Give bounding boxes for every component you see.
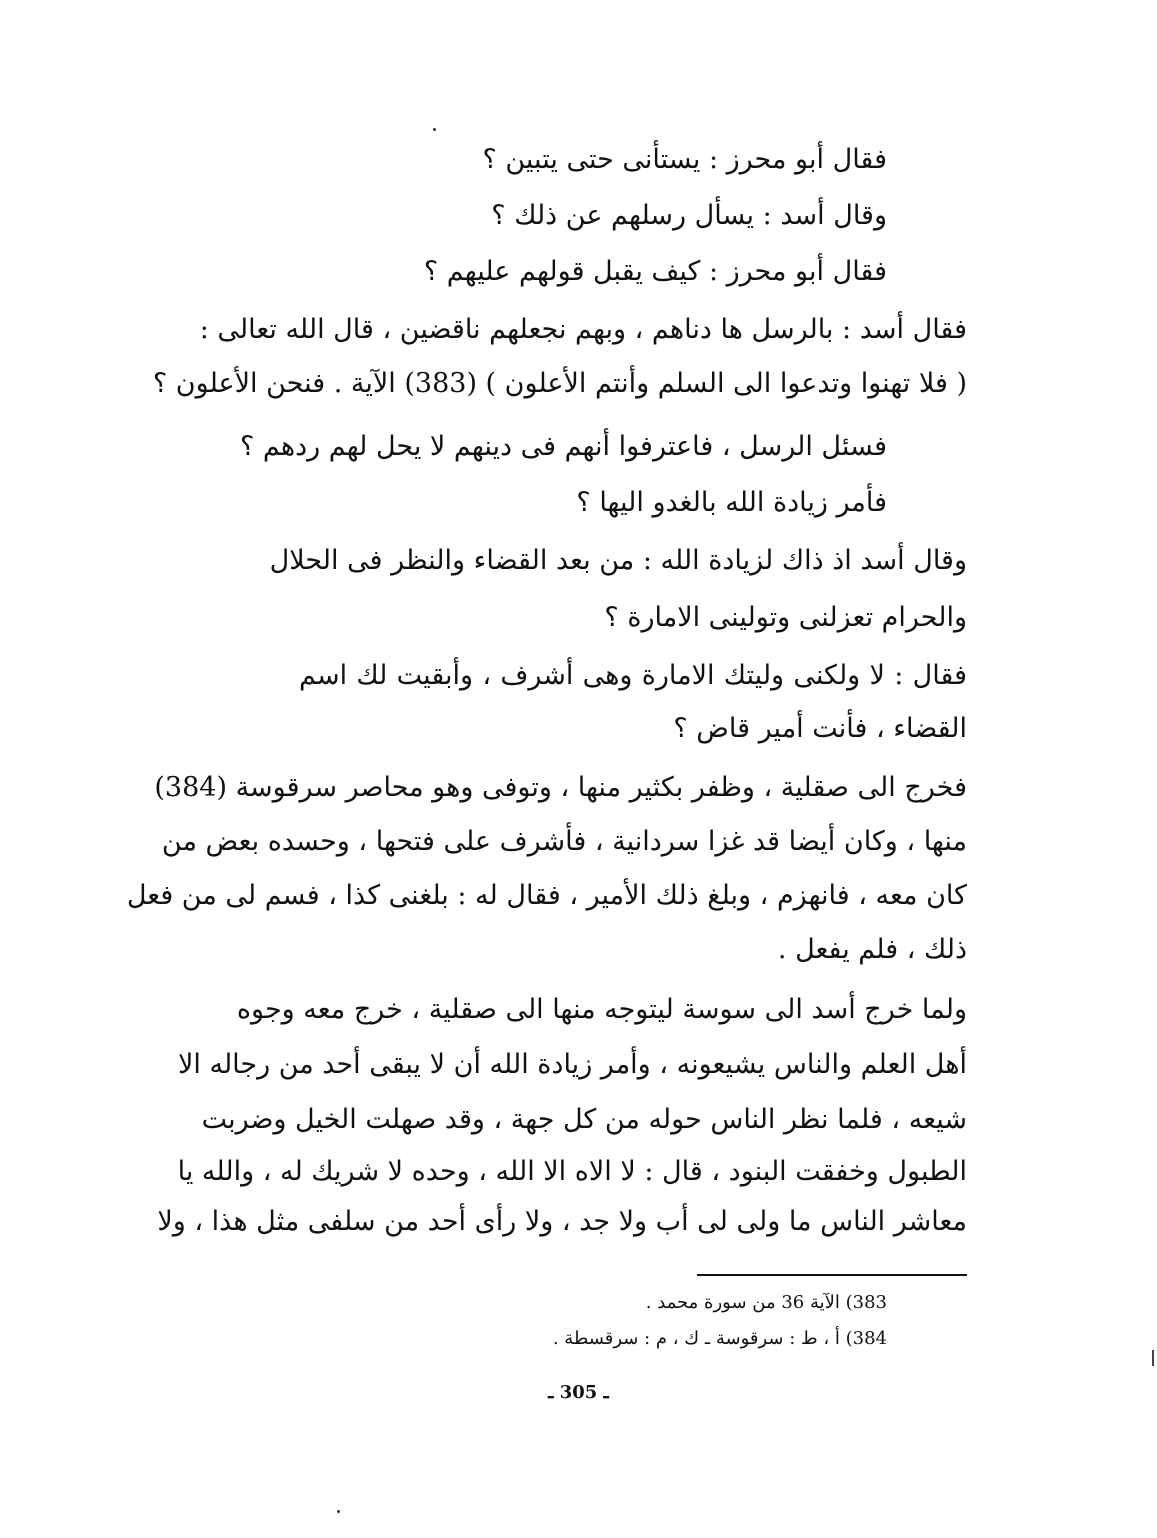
text-line-20: معاشر الناس ما ولى لى أب ولا جد ، ولا رأى أحد من سلفى مثل هذا ، ولا xyxy=(157,1206,967,1237)
scan-speck xyxy=(433,128,436,131)
scan-edge-mark xyxy=(1152,1350,1154,1366)
text-line-13: منها ، وكان أيضا قد غزا سردانية ، فأشرف على فتحها ، وحسده بعض من xyxy=(161,826,967,857)
text-line-17: أهل العلم والناس يشيعونه ، وأمر زيادة الله أن لا يبقى أحد من رجاله الا xyxy=(177,1049,967,1080)
text-line-16: ولما خرج أسد الى سوسة ليتوجه منها الى صقلية ، خرج معه وجوه xyxy=(236,994,967,1025)
text-line-7: فأمر زيادة الله بالغدو اليها ؟ xyxy=(576,487,887,518)
text-line-10: فقال : لا ولكنى وليتك الامارة وهى أشرف ، وأبقيت لك اسم xyxy=(299,660,967,691)
text-line-11: القضاء ، فأنت أمير قاض ؟ xyxy=(673,713,967,744)
text-line-5: ( فلا تهنوا وتدعوا الى السلم وأنتم الأعلون ) (383) الآية . فنحن الأعلون ؟ xyxy=(152,368,967,399)
page-number: ـ 305 ـ xyxy=(548,1382,609,1403)
text-line-12: فخرج الى صقلية ، وظفر بكثير منها ، وتوفى وهو محاصر سرقوسة (384) xyxy=(154,772,967,803)
scan-speck xyxy=(337,1510,340,1513)
footnote-separator xyxy=(697,1274,967,1276)
text-line-18: شيعه ، فلما نظر الناس حوله من كل جهة ، وقد صهلت الخيل وضربت xyxy=(201,1104,967,1135)
text-line-3: فقال أبو محرز : كيف يقبل قولهم عليهم ؟ xyxy=(423,256,887,287)
text-line-14: كان معه ، فانهزم ، وبلغ ذلك الأمير ، فقال له : بلغنى كذا ، فسم لى من فعل xyxy=(126,880,967,911)
text-line-15: ذلك ، فلم يفعل . xyxy=(777,934,967,965)
text-line-2: وقال أسد : يسأل رسلهم عن ذلك ؟ xyxy=(491,200,887,231)
footnote-383: 383) الآية 36 من سورة محمد . xyxy=(645,1292,887,1313)
text-line-19: الطبول وخفقت البنود ، قال : لا الاه الا الله ، وحده لا شريك له ، والله يا xyxy=(177,1156,967,1187)
text-line-8: وقال أسد اذ ذاك لزيادة الله : من بعد القضاء والنظر فى الحلال xyxy=(269,545,967,576)
text-line-6: فسئل الرسل ، فاعترفوا أنهم فى دينهم لا يحل لهم ردهم ؟ xyxy=(239,431,887,462)
footnote-384: 384) أ ، ط : سرقوسة ـ ك ، م : سرقسطة . xyxy=(552,1328,887,1349)
text-line-9: والحرام تعزلنى وتولينى الامارة ؟ xyxy=(604,602,967,633)
text-line-4: فقال أسد : بالرسل ها دناهم ، وبهم نجعلهم ناقضين ، قال الله تعالى : xyxy=(199,314,967,345)
text-line-1: فقال أبو محرز : يستأنى حتى يتبين ؟ xyxy=(482,144,887,175)
